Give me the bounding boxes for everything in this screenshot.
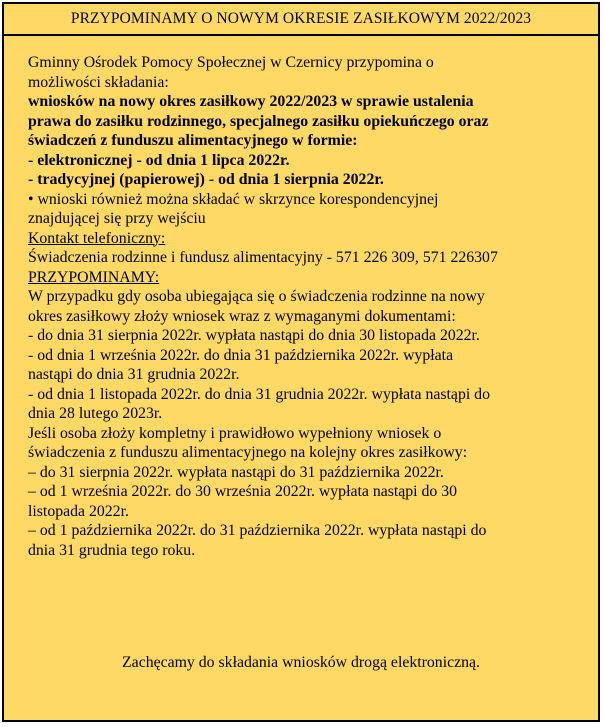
- notice-body: [28, 53, 594, 560]
- family-line: W przypadku gdy osoba ubiegająca się o świadczenia rodzinne na nowy: [28, 288, 485, 305]
- bold-line: prawa do zasiłku rodzinnego, specjalnego zasiłku opiekuńczego oraz: [28, 112, 489, 130]
- remind-heading: PRZYPOMINAMY:: [28, 268, 160, 286]
- bullet-line: • wnioski również można składać w skrzynce korespondencyjnej: [28, 190, 439, 208]
- family-line: - do dnia 31 sierpnia 2022r. wypłata nastąpi do dnia 30 listopada 2022r.: [28, 327, 480, 344]
- closing-line: Zachęcamy do składania wniosków drogą elektroniczną.: [122, 654, 480, 671]
- alimony-line: – od 1 września 2022r. do 30 września 2022r. wypłata nastąpi do 30: [28, 483, 458, 500]
- bold-line: - tradycyjnej (papierowej) - od dnia 1 sierpnia 2022r.: [28, 171, 384, 188]
- alimony-line: listopada 2022r.: [28, 502, 129, 520]
- bold-line: wniosków na nowy okres zasiłkowy 2022/2023 w sprawie ustalenia: [28, 93, 474, 110]
- family-line: - od dnia 1 listopada 2022r. do dnia 31 grudnia 2022r. wypłata nastąpi do: [28, 385, 490, 403]
- notice-frame: [2, 2, 600, 722]
- bullet-line: znajdującej się przy wejściu: [28, 210, 206, 227]
- alimony-line: – do 31 sierpnia 2022r. wypłata nastąpi do 31 października 2022r.: [28, 463, 444, 481]
- alimony-line: Jeśli osoba złoży kompletny i prawidłowo wypełniony wniosek o: [28, 424, 442, 442]
- bold-line: świadczeń z funduszu alimentacyjnego w formie:: [28, 132, 358, 149]
- notice-title: PRZYPOMINAMY O NOWYM OKRESIE ZASIŁKOWYM 2022/2023: [4, 4, 598, 36]
- bold-line: - elektronicznej - od dnia 1 lipca 2022r.: [28, 151, 290, 169]
- alimony-line: – od 1 października 2022r. do 31 października 2022r. wypłata nastąpi do: [28, 522, 487, 539]
- family-line: nastąpi do dnia 31 grudnia 2022r.: [28, 366, 240, 383]
- alimony-line: dnia 31 grudnia tego roku.: [28, 541, 196, 559]
- family-line: dnia 28 lutego 2023r.: [28, 405, 163, 422]
- alimony-line: świadczenia z funduszu alimentacyjnego na kolejny okres zasiłkowy:: [28, 444, 468, 461]
- family-line: okres zasiłkowy złoży wniosek wraz z wymaganymi dokumentami:: [28, 307, 456, 325]
- family-line: - od dnia 1 września 2022r. do dnia 31 października 2022r. wypłata: [28, 346, 454, 364]
- intro-line: możliwości składania:: [28, 73, 169, 91]
- intro-line: Gminny Ośrodek Pomocy Społecznej w Czernicy przypomina o: [28, 54, 434, 71]
- contact-line: Świadczenia rodzinne i fundusz alimentacyjny - 571 226 309, 571 226307: [28, 249, 498, 266]
- contact-heading: Kontakt telefoniczny:: [28, 229, 166, 247]
